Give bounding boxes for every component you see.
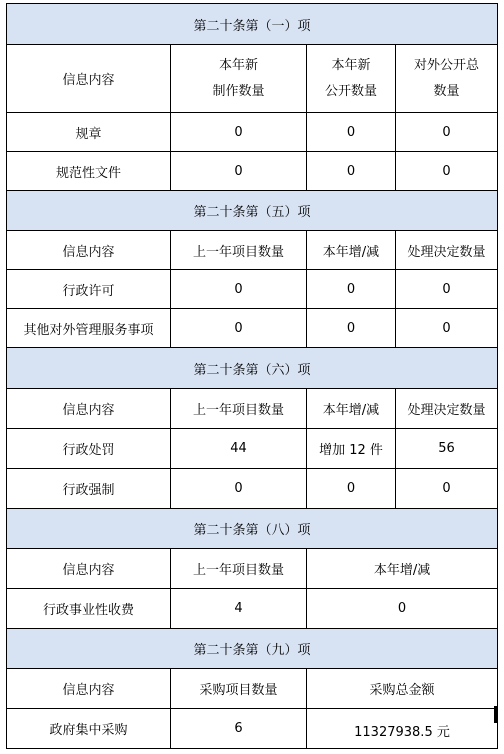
s9-header-count: 采购项目数量 xyxy=(171,669,307,709)
table-row xyxy=(7,429,498,469)
cell-value: 0 xyxy=(396,270,498,309)
cell-value: 0 xyxy=(307,309,396,348)
cell-value: 56 xyxy=(396,429,498,469)
cell-value: 0 xyxy=(307,589,498,629)
cell-value: 0 xyxy=(307,469,396,509)
row-label: 政府集中采购 xyxy=(7,709,171,749)
row-label: 规范性文件 xyxy=(7,152,171,191)
cell-value: 0 xyxy=(171,113,307,152)
s1-header-content: 信息内容 xyxy=(7,45,171,113)
row-label: 行政处罚 xyxy=(7,429,171,469)
s1-header-total-published: 对外公开总 数量 xyxy=(396,45,498,113)
cell-value: 4 xyxy=(171,589,307,629)
cell-value: 增加 12 件 xyxy=(307,429,396,469)
section-6-title: 第二十条第（六）项 xyxy=(7,348,498,389)
cell-value: 0 xyxy=(396,309,498,348)
table-row xyxy=(7,589,498,629)
cell-value: 0 xyxy=(307,113,396,152)
cell-value: 11327938.5 元 xyxy=(307,709,498,749)
cell-value: 6 xyxy=(171,709,307,749)
s8-header-last-year: 上一年项目数量 xyxy=(171,549,307,589)
row-label: 行政事业性收费 xyxy=(7,589,171,629)
cell-value: 0 xyxy=(307,152,396,191)
s6-header-last-year: 上一年项目数量 xyxy=(171,389,307,429)
row-label: 行政强制 xyxy=(7,469,171,509)
s5-header-change: 本年增/减 xyxy=(307,231,396,270)
s1-header-new-made: 本年新 制作数量 xyxy=(171,45,307,113)
table-row xyxy=(7,152,498,191)
table-row xyxy=(7,270,498,309)
cell-value: 0 xyxy=(307,270,396,309)
section-8-title: 第二十条第（八）项 xyxy=(7,509,498,549)
table-row xyxy=(7,113,498,152)
section-9-title: 第二十条第（九）项 xyxy=(7,629,498,669)
table-row xyxy=(7,469,498,509)
section-5-title: 第二十条第（五）项 xyxy=(7,191,498,231)
s6-header-change: 本年增/减 xyxy=(307,389,396,429)
row-label: 规章 xyxy=(7,113,171,152)
s6-header-decisions: 处理决定数量 xyxy=(396,389,498,429)
s5-header-content: 信息内容 xyxy=(7,231,171,270)
edge-marker xyxy=(494,706,498,723)
cell-value: 0 xyxy=(396,152,498,191)
table-row xyxy=(7,709,498,749)
s5-header-last-year: 上一年项目数量 xyxy=(171,231,307,270)
s9-header-content: 信息内容 xyxy=(7,669,171,709)
row-label: 其他对外管理服务事项 xyxy=(7,309,171,348)
row-label: 行政许可 xyxy=(7,270,171,309)
cell-value: 0 xyxy=(171,469,307,509)
table-row xyxy=(7,309,498,348)
s8-header-change: 本年增/减 xyxy=(307,549,498,589)
cell-value: 0 xyxy=(396,113,498,152)
s1-header-new-published: 本年新 公开数量 xyxy=(307,45,396,113)
disclosure-table xyxy=(6,3,498,749)
s6-header-content: 信息内容 xyxy=(7,389,171,429)
cell-value: 0 xyxy=(396,469,498,509)
section-1-title: 第二十条第（一）项 xyxy=(7,4,498,45)
cell-value: 0 xyxy=(171,309,307,348)
cell-value: 0 xyxy=(171,152,307,191)
cell-value: 0 xyxy=(171,270,307,309)
cell-value: 44 xyxy=(171,429,307,469)
s9-header-amount: 采购总金额 xyxy=(307,669,498,709)
s8-header-content: 信息内容 xyxy=(7,549,171,589)
s5-header-decisions: 处理决定数量 xyxy=(396,231,498,270)
